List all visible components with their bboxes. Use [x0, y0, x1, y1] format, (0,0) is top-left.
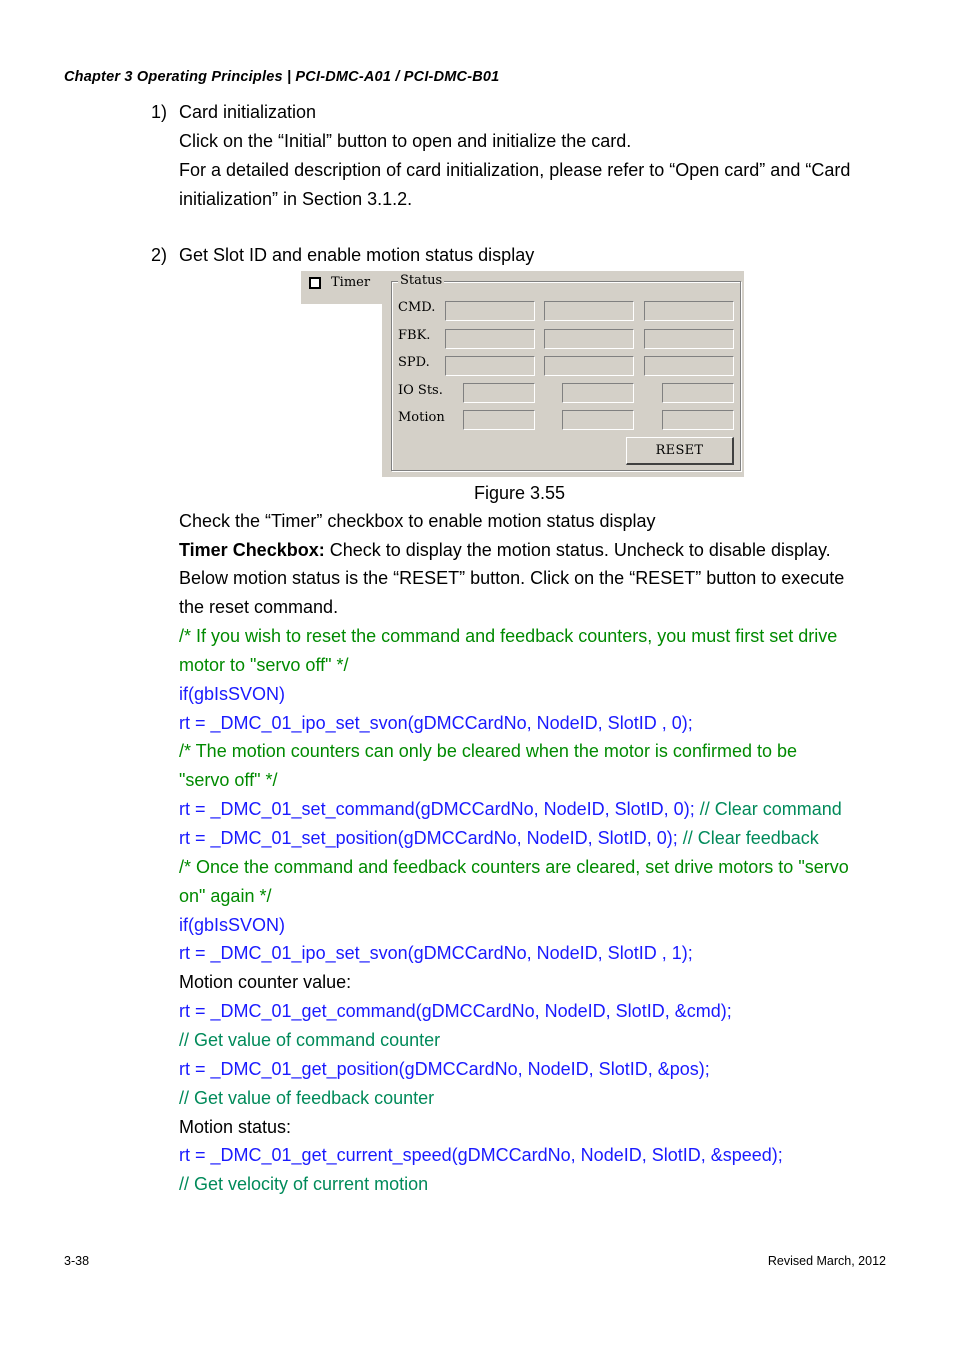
code-line-2: rt = _DMC_01_ipo_set_svon(gDMCCardNo, NodeID, SlotID , 0);: [179, 713, 693, 733]
motion-field-3[interactable]: [662, 410, 734, 430]
fbk-field-1[interactable]: [445, 329, 535, 349]
timer-checkbox-explanation: Check to display the motion status. Uncheck to disable display.: [324, 540, 831, 560]
cmd-field-2[interactable]: [544, 301, 634, 321]
page-number: 3-38: [64, 1254, 90, 1268]
figure-caption: Figure 3.55: [474, 483, 566, 503]
revision-date: Revised March, 2012: [767, 1254, 886, 1268]
code-line-4-code: rt = _DMC_01_set_position(gDMCCardNo, NodeID, SlotID, 0);: [179, 828, 678, 848]
timer-checkbox-term: Timer Checkbox:: [179, 540, 325, 560]
fbk-field-2[interactable]: [544, 329, 634, 349]
io-sts-field-2[interactable]: [562, 383, 634, 403]
motion-field-2[interactable]: [562, 410, 634, 430]
cmd-field-1[interactable]: [445, 301, 535, 321]
code-line-4: [179, 827, 819, 849]
row-label-io-sts: IO Sts.: [398, 383, 443, 398]
section-2-number: 2): [151, 245, 168, 265]
spd-field-3[interactable]: [644, 356, 734, 376]
row-label-cmd: CMD.: [398, 300, 436, 315]
code-line-8: rt = _DMC_01_get_position(gDMCCardNo, NodeID, SlotID, &pos);: [179, 1059, 710, 1079]
code-line-1: if(gbIsSVON): [179, 684, 286, 704]
panel-background-gap: [301, 304, 382, 478]
code-line-8-comment: // Get value of feedback counter: [179, 1088, 435, 1108]
code-line-3: [179, 798, 842, 820]
spd-field-2[interactable]: [544, 356, 634, 376]
reset-desc-line2: the reset command.: [179, 597, 339, 617]
code-comment-3b: on" again */: [179, 886, 272, 906]
io-sts-field-3[interactable]: [662, 383, 734, 403]
code-line-6: rt = _DMC_01_ipo_set_svon(gDMCCardNo, NodeID, SlotID , 1);: [179, 943, 693, 963]
row-label-fbk: FBK.: [398, 328, 431, 343]
row-label-spd: SPD.: [398, 355, 430, 370]
code-line-4-comment: // Clear feedback: [677, 828, 819, 848]
code-line-7-comment: // Get value of command counter: [179, 1030, 441, 1050]
section-1-line1: Click on the “Initial” button to open and initialize the card.: [179, 131, 632, 151]
section-1-line3: initialization” in Section 3.1.2.: [179, 189, 413, 209]
motion-status-title: Motion status:: [179, 1117, 292, 1137]
section-1-title: Card initialization: [179, 102, 317, 122]
code-comment-2b: "servo off" */: [179, 770, 278, 790]
code-comment-2a: /* The motion counters can only be cleared when the motor is confirmed to be: [179, 741, 798, 761]
code-line-3-comment: // Clear command: [694, 799, 842, 819]
io-sts-field-1[interactable]: [463, 383, 535, 403]
code-comment-3a: /* Once the command and feedback counters are cleared, set drive motors to "servo: [179, 857, 849, 877]
code-line-9-comment: // Get velocity of current motion: [179, 1174, 429, 1194]
motion-field-1[interactable]: [463, 410, 535, 430]
code-line-5: if(gbIsSVON): [179, 915, 286, 935]
spd-field-1[interactable]: [445, 356, 535, 376]
timer-label: Timer: [331, 275, 371, 290]
chapter-header: Chapter 3 Operating Principles | PCI-DMC-A01 / PCI-DMC-B01: [64, 69, 500, 85]
section-1-number: 1): [151, 102, 168, 122]
motion-counter-title: Motion counter value:: [179, 972, 352, 992]
reset-button[interactable]: RESET: [626, 437, 734, 465]
timer-checkbox[interactable]: [309, 277, 321, 289]
timer-checkbox-desc: [179, 539, 831, 561]
reset-desc-line1: Below motion status is the “RESET” button. Click on the “RESET” button to execute: [179, 568, 845, 588]
cmd-field-3[interactable]: [644, 301, 734, 321]
code-line-9: rt = _DMC_01_get_current_speed(gDMCCardNo, NodeID, SlotID, &speed);: [179, 1145, 783, 1165]
code-comment-1a: /* If you wish to reset the command and feedback counters, you must first set drive: [179, 626, 838, 646]
check-timer-text: Check the “Timer” checkbox to enable motion status display: [179, 511, 656, 531]
code-comment-1b: motor to "servo off" */: [179, 655, 349, 675]
fbk-field-3[interactable]: [644, 329, 734, 349]
code-line-7: rt = _DMC_01_get_command(gDMCCardNo, NodeID, SlotID, &cmd);: [179, 1001, 732, 1021]
row-label-motion: Motion: [398, 410, 445, 425]
section-1-line2: For a detailed description of card initialization, please refer to “Open card” and “Card: [179, 160, 851, 180]
section-2-title: Get Slot ID and enable motion status display: [179, 245, 535, 265]
status-group-title: Status: [400, 273, 443, 288]
code-line-3-code: rt = _DMC_01_set_command(gDMCCardNo, NodeID, SlotID, 0);: [179, 799, 695, 819]
